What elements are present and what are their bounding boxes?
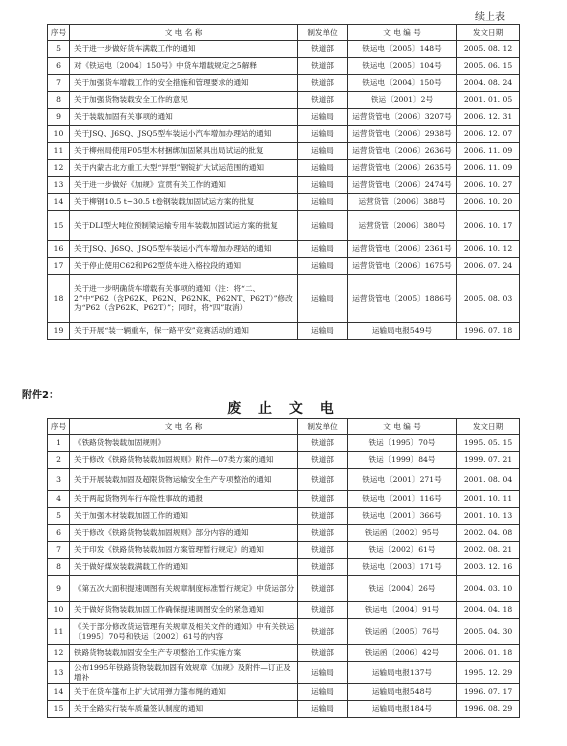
table-header-row (48, 419, 520, 435)
row-unit: 运输局 (298, 194, 348, 211)
table-row (48, 92, 520, 109)
row-no: 6 (48, 525, 70, 542)
row-code: 运输局电报184号 (348, 701, 457, 718)
row-unit: 运输局 (298, 211, 348, 241)
row-name: 关于装载加固有关事项的通知 (70, 109, 298, 126)
row-date: 2006. 12. 07 (457, 126, 520, 143)
row-date: 2006. 10. 12 (457, 241, 520, 258)
row-name: 关于加强木材装载加固工作的通知 (70, 508, 298, 525)
row-code: 运营货管电〔2006〕2474号 (348, 177, 457, 194)
row-unit: 运输局 (298, 258, 348, 275)
row-date: 2004. 04. 18 (457, 602, 520, 619)
row-date: 2006. 10. 20 (457, 194, 520, 211)
row-date: 2001. 01. 05 (457, 92, 520, 109)
row-unit: 铁道部 (298, 559, 348, 576)
row-name: 关于印发《铁路货物装载加固方案管理暂行规定》的通知 (70, 542, 298, 559)
row-name: 《铁路货物装载加固规则》 (70, 435, 298, 452)
row-date: 2005. 04. 30 (457, 619, 520, 645)
row-no: 4 (48, 491, 70, 508)
row-no: 19 (48, 323, 70, 340)
row-name: 铁路货物装载加固安全生产专项整治工作实施方案 (70, 645, 298, 662)
table-row (48, 602, 520, 619)
row-date: 2006. 07. 24 (457, 258, 520, 275)
active-documents-table (47, 24, 520, 340)
row-date: 2006. 12. 31 (457, 109, 520, 126)
row-unit: 铁道部 (298, 75, 348, 92)
row-code: 铁运电〔2004〕91号 (348, 602, 457, 619)
row-name: 关于停止使用C62和P62型货车进入格拉段的通知 (70, 258, 298, 275)
row-name: 关于进一步做好货车满载工作的通知 (70, 41, 298, 58)
row-name: 关于DLI型大吨位预制梁运输专用车装载加固试运方案的批复 (70, 211, 298, 241)
table-row (48, 58, 520, 75)
row-code: 运营货管电〔2005〕1886号 (348, 275, 457, 323)
table-row (48, 323, 520, 340)
row-no: 17 (48, 258, 70, 275)
row-unit: 运输局 (298, 143, 348, 160)
row-date: 2006. 11. 09 (457, 143, 520, 160)
row-unit: 铁道部 (298, 469, 348, 491)
row-date: 2006. 11. 09 (457, 160, 520, 177)
row-code: 铁运电〔2005〕104号 (348, 58, 457, 75)
header-code: 文 电 编 号 (348, 419, 457, 435)
row-unit: 铁道部 (298, 542, 348, 559)
row-date: 2003. 12. 16 (457, 559, 520, 576)
table-row (48, 491, 520, 508)
row-no: 18 (48, 275, 70, 323)
table-row (48, 559, 520, 576)
header-code: 文 电 编 号 (348, 25, 457, 41)
row-no: 13 (48, 662, 70, 684)
row-no: 9 (48, 576, 70, 602)
table-row (48, 452, 520, 469)
row-name: 关于JSQ、J6SQ、JSQ5型车装运小汽车增加办理站的通知 (70, 241, 298, 258)
row-date: 2005. 08. 12 (457, 41, 520, 58)
row-name: 关于开展装载加固及超限货物运输安全生产专项整治的通知 (70, 469, 298, 491)
table-row (48, 576, 520, 602)
row-date: 2002. 04. 08 (457, 525, 520, 542)
row-unit: 运输局 (298, 160, 348, 177)
continued-label: 续上表 (475, 12, 505, 23)
table-row (48, 275, 520, 323)
row-code: 铁运〔2004〕26号 (348, 576, 457, 602)
row-unit: 运输局 (298, 109, 348, 126)
table-row (48, 126, 520, 143)
table-row (48, 177, 520, 194)
table-row (48, 75, 520, 92)
row-code: 铁运〔1999〕84号 (348, 452, 457, 469)
row-date: 2006. 10. 27 (457, 177, 520, 194)
row-no: 15 (48, 701, 70, 718)
header-no: 序号 (48, 25, 70, 41)
row-no: 2 (48, 452, 70, 469)
row-no: 10 (48, 602, 70, 619)
header-date: 发文日期 (457, 419, 520, 435)
table-row (48, 619, 520, 645)
row-unit: 铁道部 (298, 452, 348, 469)
header-unit: 制发单位 (298, 25, 348, 41)
table-row (48, 525, 520, 542)
row-date: 2002. 08. 21 (457, 542, 520, 559)
row-name: 公布1995年铁路货物装载加固有效规章《加规》及附件—订正及增补 (70, 662, 298, 684)
row-name: 《第五次大面积提速调图有关规章制度标准暂行规定》中货运部分 (70, 576, 298, 602)
row-name: 关于在货车篷布上扩大试用弹力篷布绳的通知 (70, 684, 298, 701)
table-row (48, 41, 520, 58)
header-name: 文 电 名 称 (70, 25, 298, 41)
row-date: 2004. 03. 10 (457, 576, 520, 602)
row-no: 8 (48, 559, 70, 576)
row-unit: 铁道部 (298, 525, 348, 542)
row-no: 5 (48, 41, 70, 58)
row-name: 关于内蒙古北方重工大型“异型”钢锭扩大试运范围的通知 (70, 160, 298, 177)
row-unit: 铁道部 (298, 508, 348, 525)
row-date: 2004. 08. 24 (457, 75, 520, 92)
table-row (48, 194, 520, 211)
row-no: 12 (48, 160, 70, 177)
row-date: 2001. 10. 11 (457, 491, 520, 508)
row-code: 运营货管电〔2006〕2635号 (348, 160, 457, 177)
row-code: 运输局电报137号 (348, 662, 457, 684)
row-unit: 运输局 (298, 701, 348, 718)
table-row (48, 160, 520, 177)
row-unit: 铁道部 (298, 491, 348, 508)
row-code: 运营货管电〔2006〕3207号 (348, 109, 457, 126)
row-name: 关于做好货物装载加固工作确保提速调图安全的紧急通知 (70, 602, 298, 619)
row-date: 2005. 08. 03 (457, 275, 520, 323)
row-no: 7 (48, 75, 70, 92)
row-unit: 铁道部 (298, 435, 348, 452)
row-code: 铁运电〔2005〕148号 (348, 41, 457, 58)
row-name: 关于柳州局使用F05型木材捆绑加固紧具出局试运的批复 (70, 143, 298, 160)
row-no: 8 (48, 92, 70, 109)
row-no: 11 (48, 619, 70, 645)
row-code: 铁运电〔2004〕150号 (348, 75, 457, 92)
table-row (48, 542, 520, 559)
attachment-label: 附件2： (22, 390, 59, 401)
row-date: 1999. 07. 21 (457, 452, 520, 469)
row-code: 铁运电〔2001〕366号 (348, 508, 457, 525)
table-row (48, 109, 520, 126)
row-name: 关于开展“装一辆重车，保一路平安”竞赛活动的通知 (70, 323, 298, 340)
row-name: 关于JSQ、J6SQ、JSQ5型车装运小汽车增加办理站的通知 (70, 126, 298, 143)
table-row (48, 508, 520, 525)
row-name: 关于柳钢10.5 t~30.5 t卷钢装载加固试运方案的批复 (70, 194, 298, 211)
row-name: 关于进一步做好《加规》宣贯有关工作的通知 (70, 177, 298, 194)
row-name: 对《铁运电〔2004〕150号》中货车增载规定之5解释 (70, 58, 298, 75)
row-date: 1996. 07. 17 (457, 684, 520, 701)
row-name: 关于进一步明确货车增载有关事项的通知（注：将“二、2”中“P62（含P62K、P62N、P62NK、P62NT、P62T）”修改为“P62（含P62K、P62T）”；同时，将“四”取消） (70, 275, 298, 323)
row-code: 铁运函〔2005〕76号 (348, 619, 457, 645)
row-unit: 运输局 (298, 323, 348, 340)
row-name: 关于全路实行装车质量签认制度的通知 (70, 701, 298, 718)
row-code: 铁运电〔2001〕116号 (348, 491, 457, 508)
row-code: 铁运电〔2001〕271号 (348, 469, 457, 491)
row-name: 关于做好煤炭装载满载工作的通知 (70, 559, 298, 576)
row-code: 铁运〔2001〕2号 (348, 92, 457, 109)
row-unit: 铁道部 (298, 41, 348, 58)
row-no: 14 (48, 194, 70, 211)
row-date: 1995. 05. 15 (457, 435, 520, 452)
row-unit: 运输局 (298, 684, 348, 701)
abolished-documents-title: 废 止 文 电 (227, 401, 340, 417)
row-no: 11 (48, 143, 70, 160)
row-no: 9 (48, 109, 70, 126)
header-name: 文 电 名 称 (70, 419, 298, 435)
row-date: 1996. 07. 18 (457, 323, 520, 340)
row-name: 关于加强货物装载安全工作的意见 (70, 92, 298, 109)
row-date: 2005. 06. 15 (457, 58, 520, 75)
row-code: 运输局电报548号 (348, 684, 457, 701)
header-no: 序号 (48, 419, 70, 435)
row-unit: 运输局 (298, 275, 348, 323)
table-row (48, 143, 520, 160)
row-no: 5 (48, 508, 70, 525)
row-code: 运营货管电〔2006〕1675号 (348, 258, 457, 275)
header-unit: 制发单位 (298, 419, 348, 435)
row-date: 2006. 10. 17 (457, 211, 520, 241)
row-no: 6 (48, 58, 70, 75)
table-row (48, 469, 520, 491)
row-name: 关于修改《铁路货物装载加固规则》部分内容的通知 (70, 525, 298, 542)
table-row (48, 684, 520, 701)
row-unit: 运输局 (298, 241, 348, 258)
table-row (48, 645, 520, 662)
row-unit: 运输局 (298, 662, 348, 684)
row-code: 运输局电报549号 (348, 323, 457, 340)
row-no: 3 (48, 469, 70, 491)
row-code: 运营货管〔2006〕388号 (348, 194, 457, 211)
row-code: 铁运〔1995〕70号 (348, 435, 457, 452)
row-code: 铁运〔2002〕61号 (348, 542, 457, 559)
table-row (48, 701, 520, 718)
row-date: 2001. 10. 13 (457, 508, 520, 525)
row-date: 2001. 08. 04 (457, 469, 520, 491)
table-row (48, 241, 520, 258)
row-date: 1995. 12. 29 (457, 662, 520, 684)
table-header-row (48, 25, 520, 41)
row-code: 运营货管〔2006〕380号 (348, 211, 457, 241)
row-unit: 铁道部 (298, 92, 348, 109)
row-no: 14 (48, 684, 70, 701)
table-row (48, 435, 520, 452)
header-date: 发文日期 (457, 25, 520, 41)
row-code: 铁运函〔2002〕95号 (348, 525, 457, 542)
row-no: 7 (48, 542, 70, 559)
row-name: 关于加强货车增载工作的安全措施和管理要求的通知 (70, 75, 298, 92)
row-unit: 铁道部 (298, 602, 348, 619)
row-unit: 铁道部 (298, 576, 348, 602)
row-name: 关于两起货物列车行车险性事故的通报 (70, 491, 298, 508)
table-row (48, 662, 520, 684)
row-code: 运营货管电〔2006〕2938号 (348, 126, 457, 143)
row-no: 15 (48, 211, 70, 241)
row-unit: 运输局 (298, 177, 348, 194)
row-code: 铁运电〔2003〕171号 (348, 559, 457, 576)
row-no: 10 (48, 126, 70, 143)
table-row (48, 211, 520, 241)
row-code: 运营货管电〔2006〕2361号 (348, 241, 457, 258)
row-code: 运营货管电〔2006〕2636号 (348, 143, 457, 160)
row-unit: 铁道部 (298, 58, 348, 75)
row-no: 16 (48, 241, 70, 258)
row-unit: 运输局 (298, 126, 348, 143)
row-unit: 铁道部 (298, 645, 348, 662)
table-row (48, 258, 520, 275)
row-date: 2006. 01. 18 (457, 645, 520, 662)
row-code: 铁运函〔2006〕42号 (348, 645, 457, 662)
row-no: 13 (48, 177, 70, 194)
row-name: 关于修改《铁路货物装载加固规则》附件—07类方案的通知 (70, 452, 298, 469)
row-no: 12 (48, 645, 70, 662)
row-unit: 铁道部 (298, 619, 348, 645)
abolished-documents-table (47, 418, 520, 718)
row-date: 1996. 08. 29 (457, 701, 520, 718)
row-name: 《关于部分修改货运管理有关规章及相关文件的通知》中有关铁运〔1995〕70号和铁运〔2002〕61号的内容 (70, 619, 298, 645)
row-no: 1 (48, 435, 70, 452)
